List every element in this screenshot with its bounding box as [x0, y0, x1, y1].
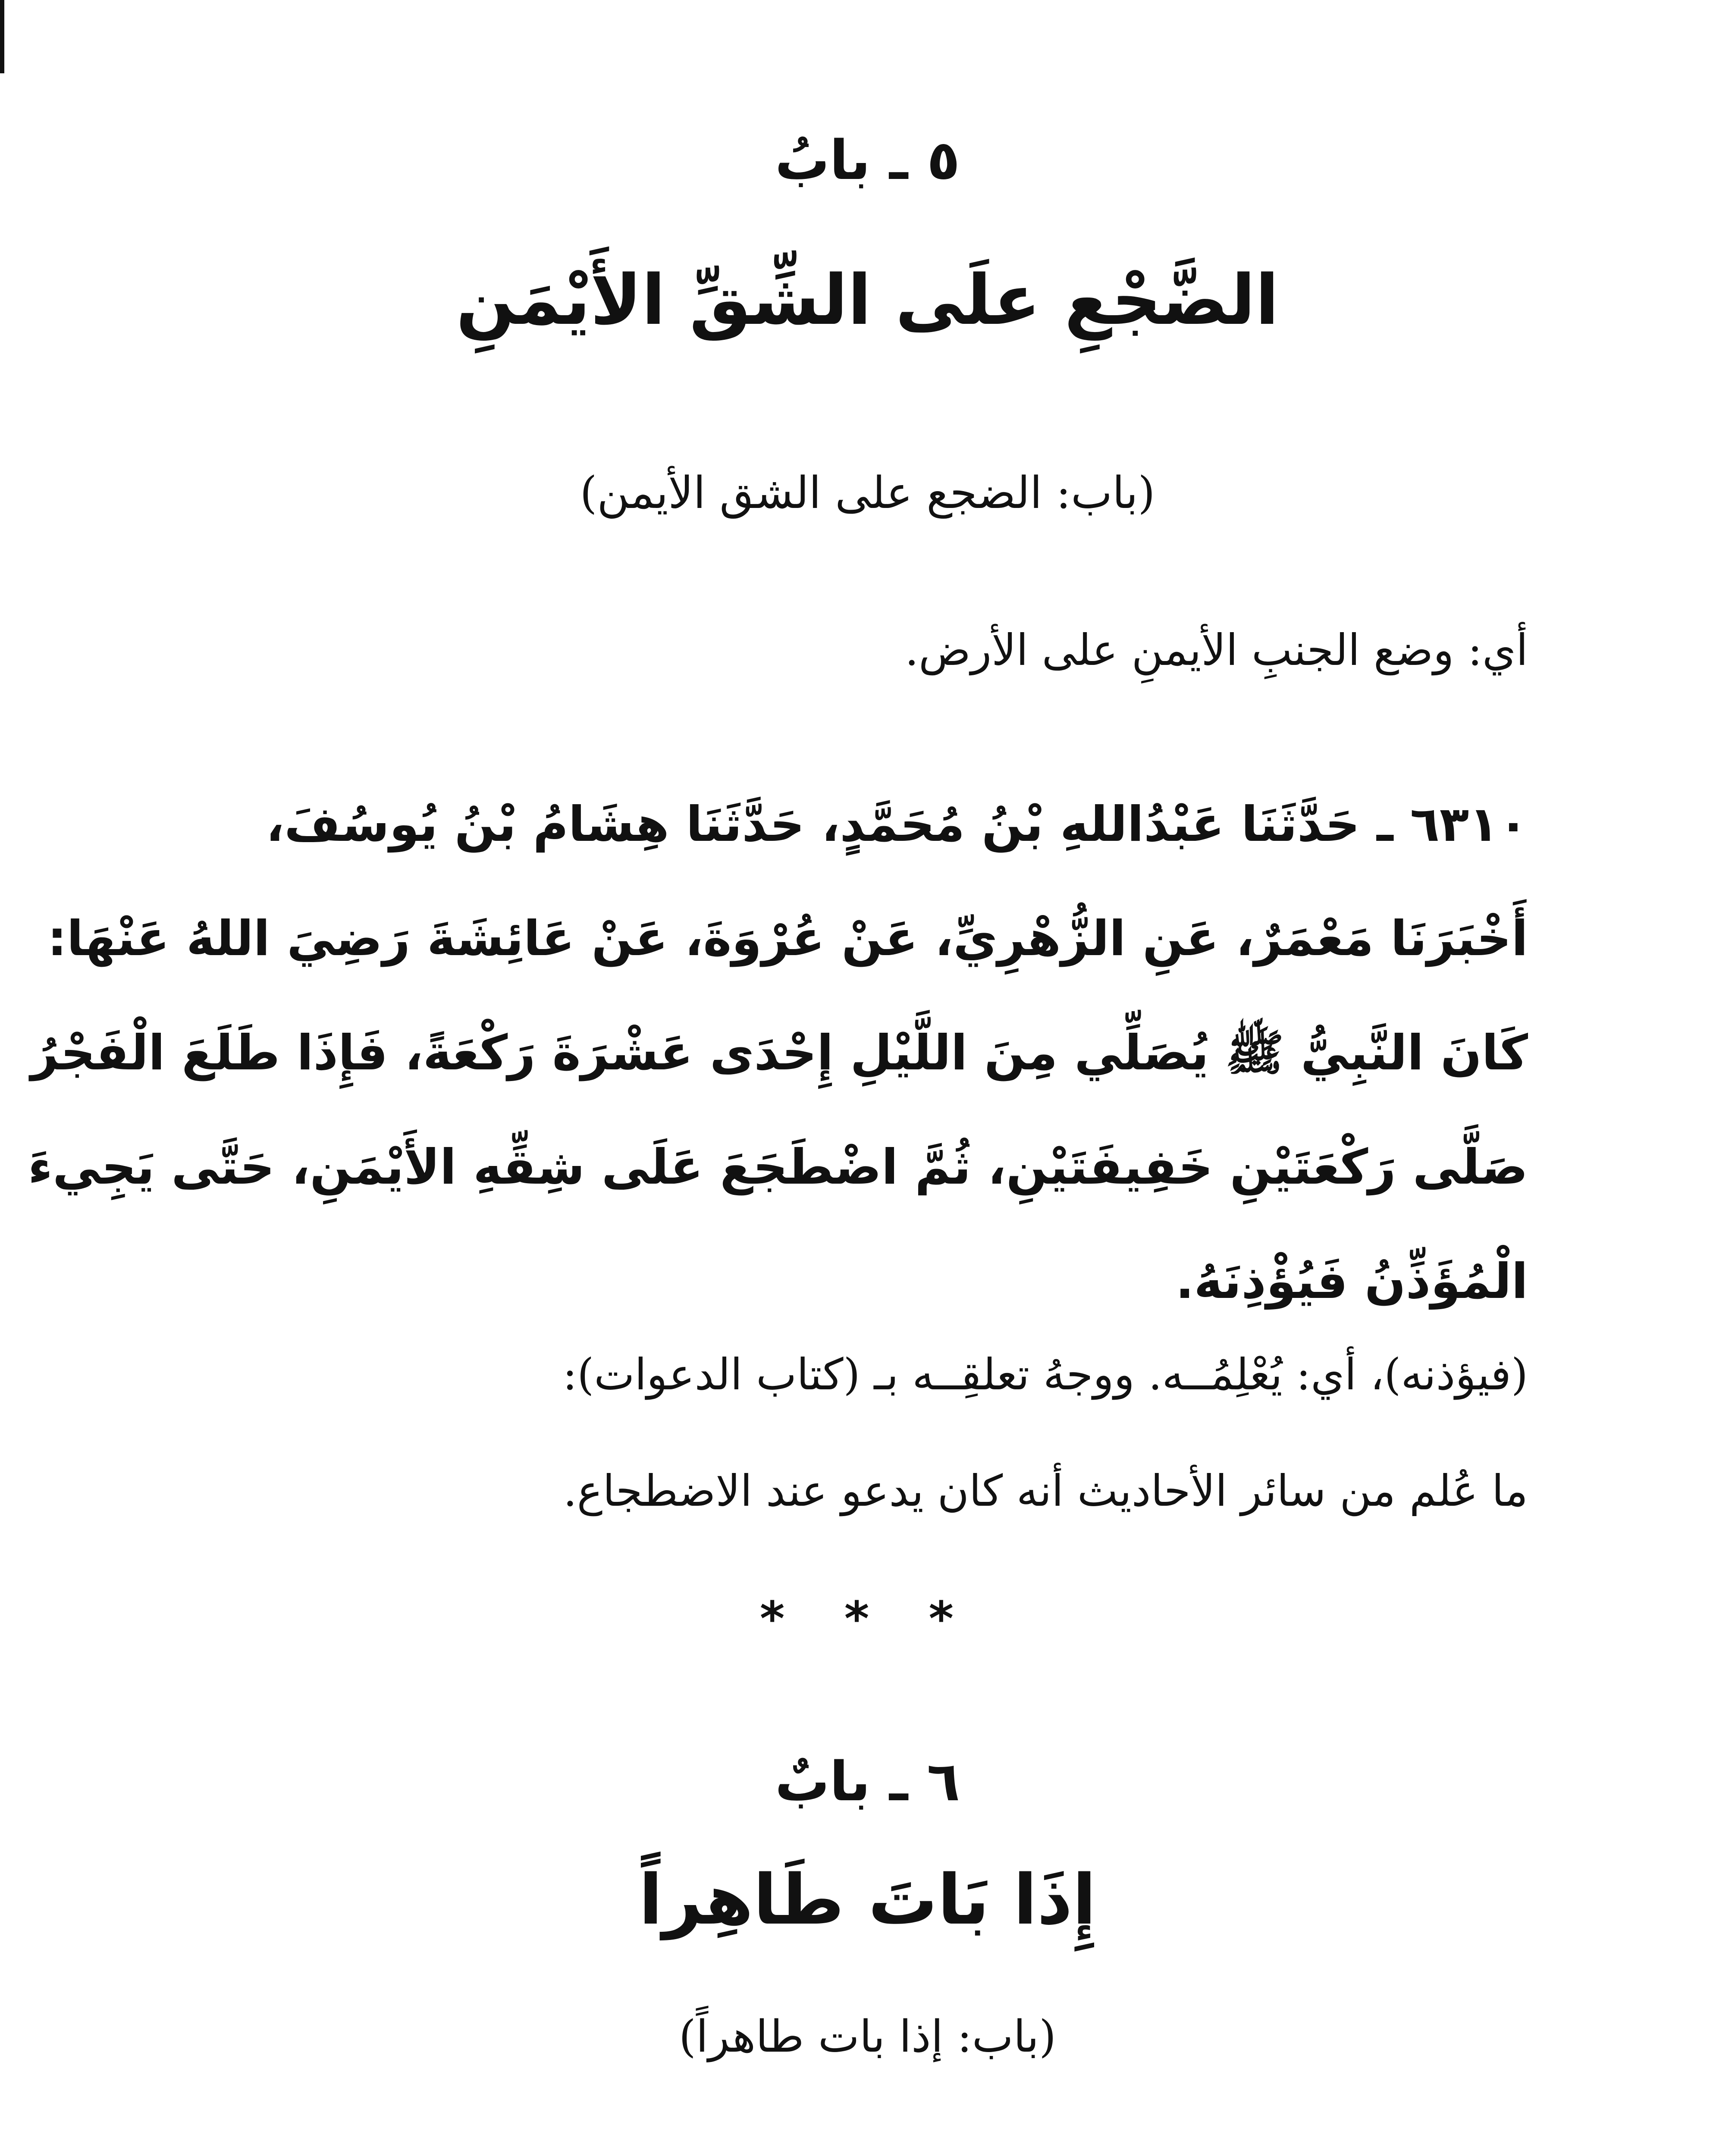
bracket-title-5: (باب: الضجع على الشق الأيمن) [580, 467, 1155, 519]
chapter-title-5: الضَّجْعِ علَى الشِّقِّ الأَيْمَنِ [456, 260, 1279, 340]
chapter-number-6: ٦ ـ بابٌ [775, 1750, 960, 1813]
hadith-6311 [200, 2139, 1528, 2156]
commentary-line: ما عُلم من سائر الأحاديث أنه كان يدعو عند الاضطجاع. [563, 1466, 1528, 1516]
bracket-title-6: (باب: إذا بات طاهراً) [679, 2011, 1056, 2062]
scan-edge-mark [0, 0, 4, 73]
hadith-line [200, 2139, 1528, 2156]
chapter-number-5: ٥ ـ بابُ [775, 128, 960, 192]
hadith-line: الْمُؤَذِّنُ فَيُؤْذِنَهُ. [1175, 1253, 1528, 1310]
hadith-line: أَخْبَرَنَا مَعْمَرٌ، عَنِ الزُّهْرِيِّ، عَنْ عُرْوَةَ، عَنْ عَائِشَةَ رَضِيَ اللهُ عَنْهَا: [47, 911, 1528, 967]
hadith-line: صَلَّى رَكْعَتَيْنِ خَفِيفَتَيْنِ، ثُمَّ اضْطَجَعَ عَلَى شِقِّهِ الأَيْمَنِ، حَتَّى يَجِيءَ [28, 1139, 1528, 1195]
hadith-6310 [28, 768, 1528, 1339]
hadith-line: كَانَ النَّبِيُّ ﷺ يُصَلِّي مِنَ اللَّيْلِ إِحْدَى عَشْرَةَ رَكْعَةً، فَإِذَا طَلَعَ الْفَجْرُ [30, 1025, 1528, 1081]
commentary-line: (فيؤذنه)، أي: يُعْلِمُــه. ووجهُ تعلقِــه بـ (كتاب الدعوات): [562, 1349, 1528, 1400]
chapter-explanation: أي: وضع الجنبِ الأيمنِ على الأرض. [905, 625, 1528, 675]
hadith-line: ٦٣١٠ ـ حَدَّثَنَا عَبْدُاللهِ بْنُ مُحَمَّدٍ، حَدَّثَنَا هِشَامُ بْنُ يُوسُفَ، [266, 796, 1528, 852]
chapter-title-6: إِذَا بَاتَ طَاهِراً [639, 1859, 1096, 1940]
section-separator: * * * [759, 1591, 976, 1646]
